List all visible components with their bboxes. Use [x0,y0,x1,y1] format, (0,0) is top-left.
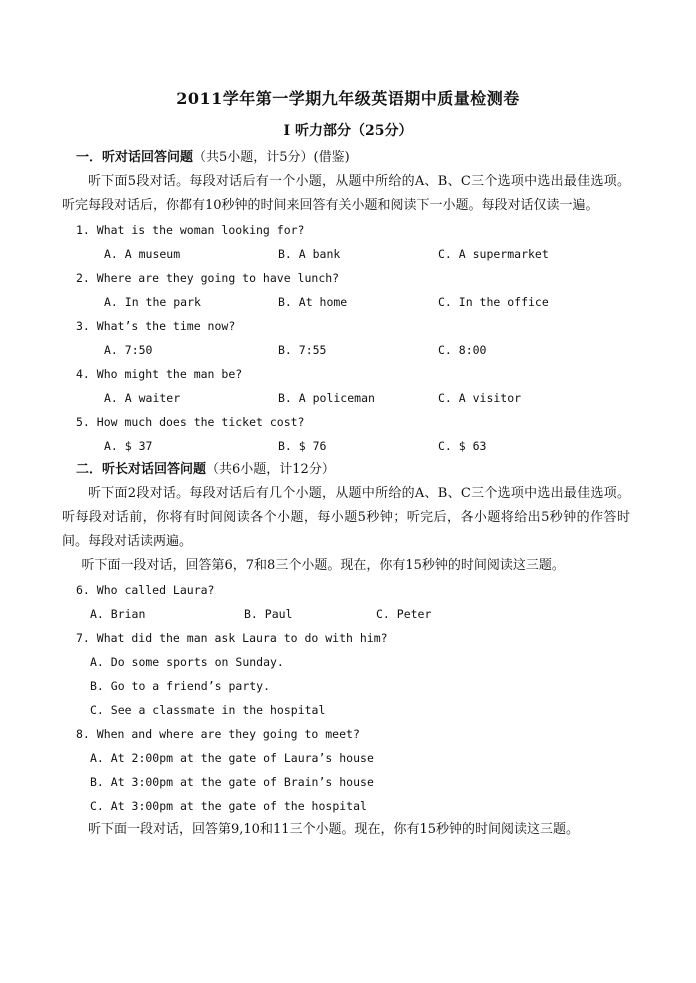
question-4-options [76,386,626,410]
option-a: A. $ 37 [104,439,153,453]
part-title: I 听力部分（25分） [283,123,413,139]
section1-heading-note: （共5小题，计5分）(借鉴) [193,150,350,165]
question-3: 3. What’s the time now? [76,319,236,333]
option-c: C. A visitor [438,391,522,405]
option-a: A. A museum [104,247,181,261]
option-c: C. See a classmate in the hospital [90,703,326,717]
option-b: B. Paul [244,607,293,621]
option-b: B. $ 76 [278,439,327,453]
option-b: B. Go to a friend’s party. [90,679,271,693]
section1-instruction: 听下面5段对话。每段对话后有一个小题，从题中所给的A、B、C三个选项中选出最佳选项。听完每段对话后，你都有10秒钟的时间来回答有关小题和阅读下一小题。每段对话仅读一遍。 [62,174,630,213]
option-c: C. In the office [438,295,549,309]
question-3-options [76,338,626,362]
question-6-options [76,602,626,626]
option-b: B. A bank [278,247,341,261]
option-a: A. Do some sports on Sunday. [90,655,284,669]
question-7: 7. What did the man ask Laura to do with him? [76,631,388,645]
option-a: A. Brian [90,607,146,621]
option-b: B. At 3:00pm at the gate of Brain’s house [90,775,374,789]
question-6: 6. Who called Laura? [76,583,215,597]
question-4: 4. Who might the man be? [76,367,243,381]
dialog1-intro: 听下面一段对话，回答第6，7和8三个小题。现在，你有15秒钟的时间阅读这三题。 [81,558,565,573]
option-b: B. 7:55 [278,343,327,357]
option-c: C. Peter [376,607,432,621]
section1-heading [76,146,626,170]
document-body [62,146,630,842]
section1-heading-text: 一．听对话回答问题 [76,150,194,165]
question-8: 8. When and where are they going to meet? [76,727,360,741]
option-a: A. At 2:00pm at the gate of Laura’s house [90,751,374,765]
option-b: B. A policeman [278,391,375,405]
option-a: A. A waiter [104,391,181,405]
section2-instruction: 听下面2段对话。每段对话后有几个小题，从题中所给的A、B、C三个选项中选出最佳选项。听每段对话前，你将有时间阅读各个小题，每小题5秒钟；听完后，各小题将给出5秒钟的作答时间。每段对话读两遍。 [62,486,630,549]
option-c: C. A supermarket [438,247,549,261]
page-title: 2011学年第一学期九年级英语期中质量检测卷 [176,89,520,108]
question-5: 5. How much does the ticket cost? [76,415,305,429]
question-1-options [76,242,626,266]
option-a: A. 7:50 [104,343,153,357]
question-5-options [76,434,626,458]
section2-heading [76,458,626,482]
option-a: A. In the park [104,295,201,309]
question-1: 1. What is the woman looking for? [76,223,305,237]
section2-heading-note: （共6小题，计12分） [206,462,335,477]
question-2: 2. Where are they going to have lunch? [76,271,340,285]
section2-heading-text: 二．听长对话回答问题 [76,462,207,477]
option-b: B. At home [278,295,348,309]
option-c: C. 8:00 [438,343,487,357]
question-2-options [76,290,626,314]
option-c: C. $ 63 [438,439,487,453]
dialog2-intro: 听下面一段对话，回答第9,10和11三个小题。现在，你有15秒钟的时间阅读这三题。 [88,822,580,837]
option-c: C. At 3:00pm at the gate of the hospital [90,799,367,813]
